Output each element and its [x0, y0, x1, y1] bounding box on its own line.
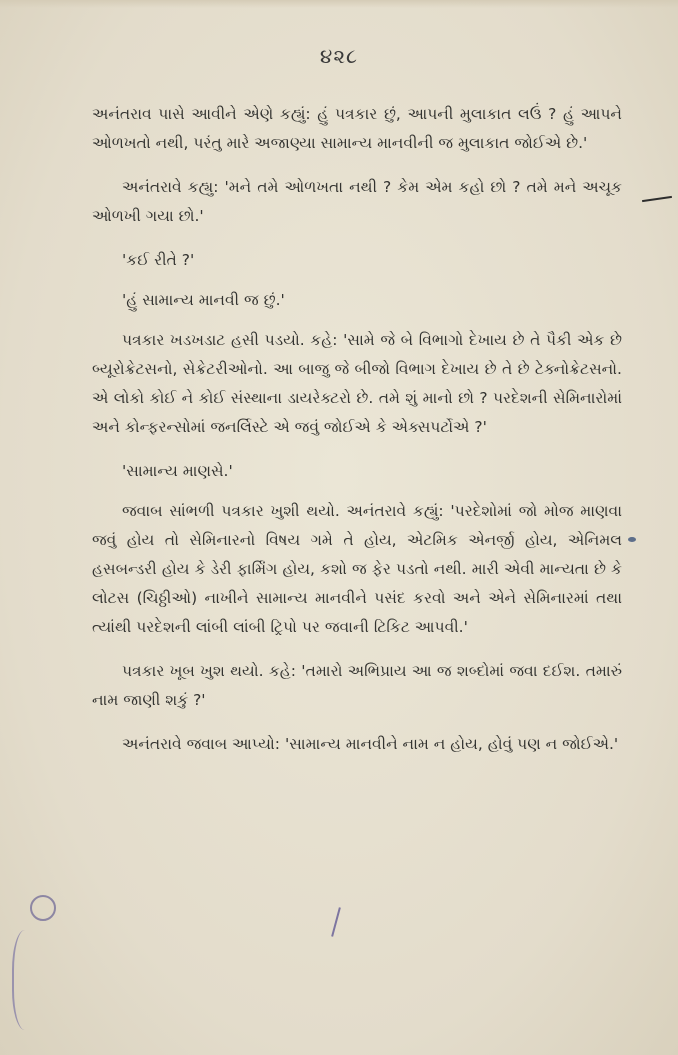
margin-pencil-mark	[642, 196, 672, 202]
body-text	[92, 100, 622, 774]
paragraph-5: પત્રકાર ખૂબ ખુશ થયો. કહે: 'તમારો અભિપ્રાય આ જ શબ્દોમાં જવા દઈશ. તમારું નામ જાણી શકું ?'	[92, 662, 622, 709]
paragraph-4: જવાબ સાંભળી પત્રકાર ખુશી થયો. અનંતરાવે કહ્યું: 'પરદેશોમાં જો મોજ માણવા જવું હોય તો સેમિનારનો વિષય ગમે તે હોય, એટમિક એનર્જી હોય, એનિમલ હસબન્ડરી હોય કે ડેરી ફાર્મિંગ હોય, કશો જ ફેર પડતો નથી. મારી એવી માન્યતા છે કે લોટસ (ચિઠ્ઠીઓ) નાખીને સામાન્ય માનવીને પસંદ કરવો અને એને સેમિનારમાં તથા ત્યાંથી પરદેશની લાંબી લાંબી ટ્રિપો પર જવાની ટિકિટ આપવી.'	[92, 502, 622, 636]
paragraph-1: અનંતરાવ પાસે આવીને એણે કહ્યું: હું પત્રકાર છું, આપની મુલાકાત લઉં ? હું આપને ઓળખતો નથી, પરંતુ મારે અજાણ્યા સામાન્ય માનવીની જ મુલાકાત જોઈએ છે.'	[92, 105, 622, 152]
page-number: ૪૨૮	[319, 44, 359, 68]
dialog-line-3: 'સામાન્ય માણસે.'	[122, 462, 233, 480]
inline-slash-mark	[331, 907, 341, 936]
margin-bracket-mark	[12, 930, 44, 1030]
paragraph-3: પત્રકાર ખડખડાટ હસી પડયો. કહે: 'સામે જે બે વિભાગો દેખાય છે તે પૈકી એક છે બ્યૂરોક્રેટસનો, સેક્રેટરીઓનો. આ બાજુ જે બીજો વિભાગ દેખાય છે તે છે ટેક્નોક્રેટસનો. એ લોકો કોઈ ને કોઈ સંસ્થાના ડાયરેક્ટરો છે. તમે શું માનો છો ? પરદેશની સેમિનારોમાં અને કોન્ફરન્સોમાં જનર્લિસ્ટે એ જવું જોઈએ કે એક્સપર્ટોએ ?'	[92, 331, 622, 436]
paragraph-6: અનંતરાવે જવાબ આપ્યો: 'સામાન્ય માનવીને નામ ન હોય, હોવું પણ ન જોઈએ.'	[122, 735, 619, 753]
page-top-shadow	[0, 0, 678, 8]
dialog-line-1: 'કઈ રીતે ?'	[122, 251, 195, 269]
dialog-line-2: 'હું સામાન્ય માનવી જ છું.'	[122, 291, 285, 309]
margin-circle-mark	[30, 895, 56, 921]
paragraph-2: અનંતરાવે કહ્યુ: 'મને તમે ઓળખતા નથી ? કેમ એમ કહો છો ? તમે મને અચૂક ઓળખી ગયા છો.'	[92, 178, 622, 225]
margin-ink-dot	[628, 537, 636, 542]
